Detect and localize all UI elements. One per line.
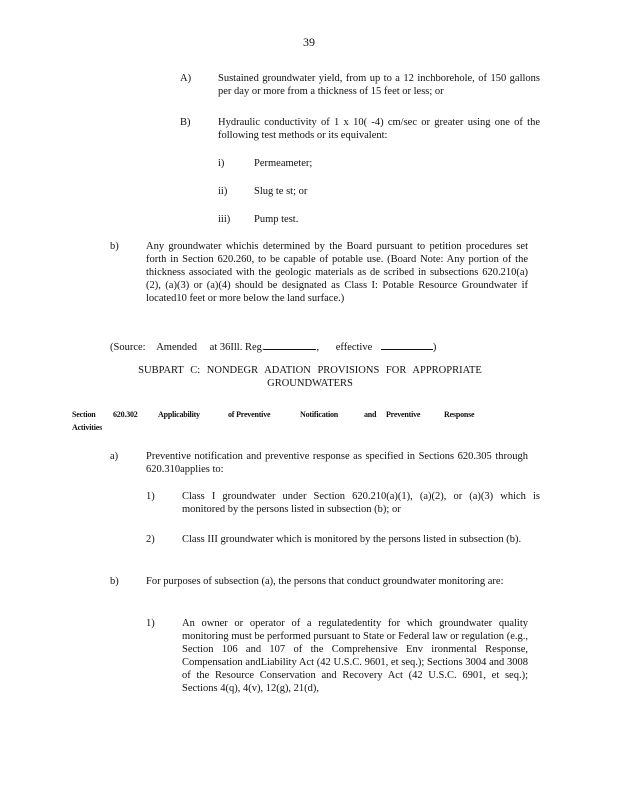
source-register: at 36Ill. Reg. [209,342,265,353]
section-title-word: of Preventive [228,410,271,419]
item-a-label: a) [110,451,119,462]
a-item-label: 2) [146,534,155,545]
b-item-label: 1) [146,618,155,629]
effective-blank [381,340,433,350]
source-effective: effective [335,342,373,353]
item-b-label: b) [110,241,119,252]
item-A-text: Sustained groundwater yield, from up to a 12 inchborehole, of 150 gallons per day or more from a thickness of 15 feet or less; or [218,73,540,97]
method-label: iii) [218,214,231,225]
source-close: ) [432,342,437,353]
a-item-text: Class I groundwater under Section 620.210(a)(1), (a)(2), or (a)(3) which is monitored by the persons listed in subsection (b); or [182,491,540,515]
source-amended: Amended [156,342,198,353]
section-number: 620.302 [113,410,138,419]
subpart-line-1: SUBPART C: NONDEGR ADATION PROVISIONS FOR APPROPRIATE [138,365,482,376]
item-b2-label: b) [110,576,119,587]
register-blank [264,340,316,350]
source-line [110,340,436,354]
a-item-text: Class III groundwater which is monitored by the persons listed in subsection (b). [182,534,522,545]
section-title-continuation: Activities [72,423,102,432]
method-text: Pump test. [254,214,299,225]
item-B-label: B) [180,117,191,128]
section-title-word: Applicability [158,410,200,419]
page-number: 39 [303,35,315,49]
method-label: ii) [218,186,228,197]
item-a-text: Preventive notification and preventive response as specified in Sections 620.305 through 620.310applies to: [146,451,528,475]
subpart-line-2: GROUNDWATERS [267,378,353,389]
item-b2-text: For purposes of subsection (a), the persons that conduct groundwater monitoring are: [146,576,504,587]
source-comma: , [316,342,320,353]
method-text: Permeameter; [254,158,313,169]
section-label: Section [72,410,96,419]
section-title-word: Notification [300,410,339,419]
subpart-heading [110,364,510,390]
section-title-word: and [364,410,377,419]
item-A-label: A) [180,73,192,84]
section-title-word: Preventive [386,410,421,419]
method-text: Slug te st; or [254,186,308,197]
item-b-text: Any groundwater whichis determined by the Board pursuant to petition procedures set forth in Section 620.260, to be capable of potable use. (Board Note: Any portion of the thickness associated with the geologic materials as de scribed in subsections 620.210(a)(2), (a)(3) or (a)(4) should be designated as Class I: Potable Resource Groundwater if located10 feet or more below the land surface.) [146,241,528,304]
method-label: i) [218,158,225,169]
item-B-text: Hydraulic conductivity of 1 x 10( -4) cm/sec or greater using one of the following test methods or its equivalent: [218,117,540,141]
source-prefix: (Source: [110,342,146,353]
a-item-label: 1) [146,491,155,502]
section-title-word: Response [444,410,475,419]
b-item-text: An owner or operator of a regulatedentity for which groundwater quality monitoring must be performed pursuant to State or Federal law or regulation (e.g., Section 106 and 107 of the Comprehensive Env ironmental Response, Compensation andLiability Act (42 U.S.C. 9601, et seq.); Sections 3004 and 3008 of the Resource Conservation and Recovery Act (42 U.S.C. 6901, et seq.); Sections 4(q), 4(v), 12(g), 21(d), [182,618,528,694]
